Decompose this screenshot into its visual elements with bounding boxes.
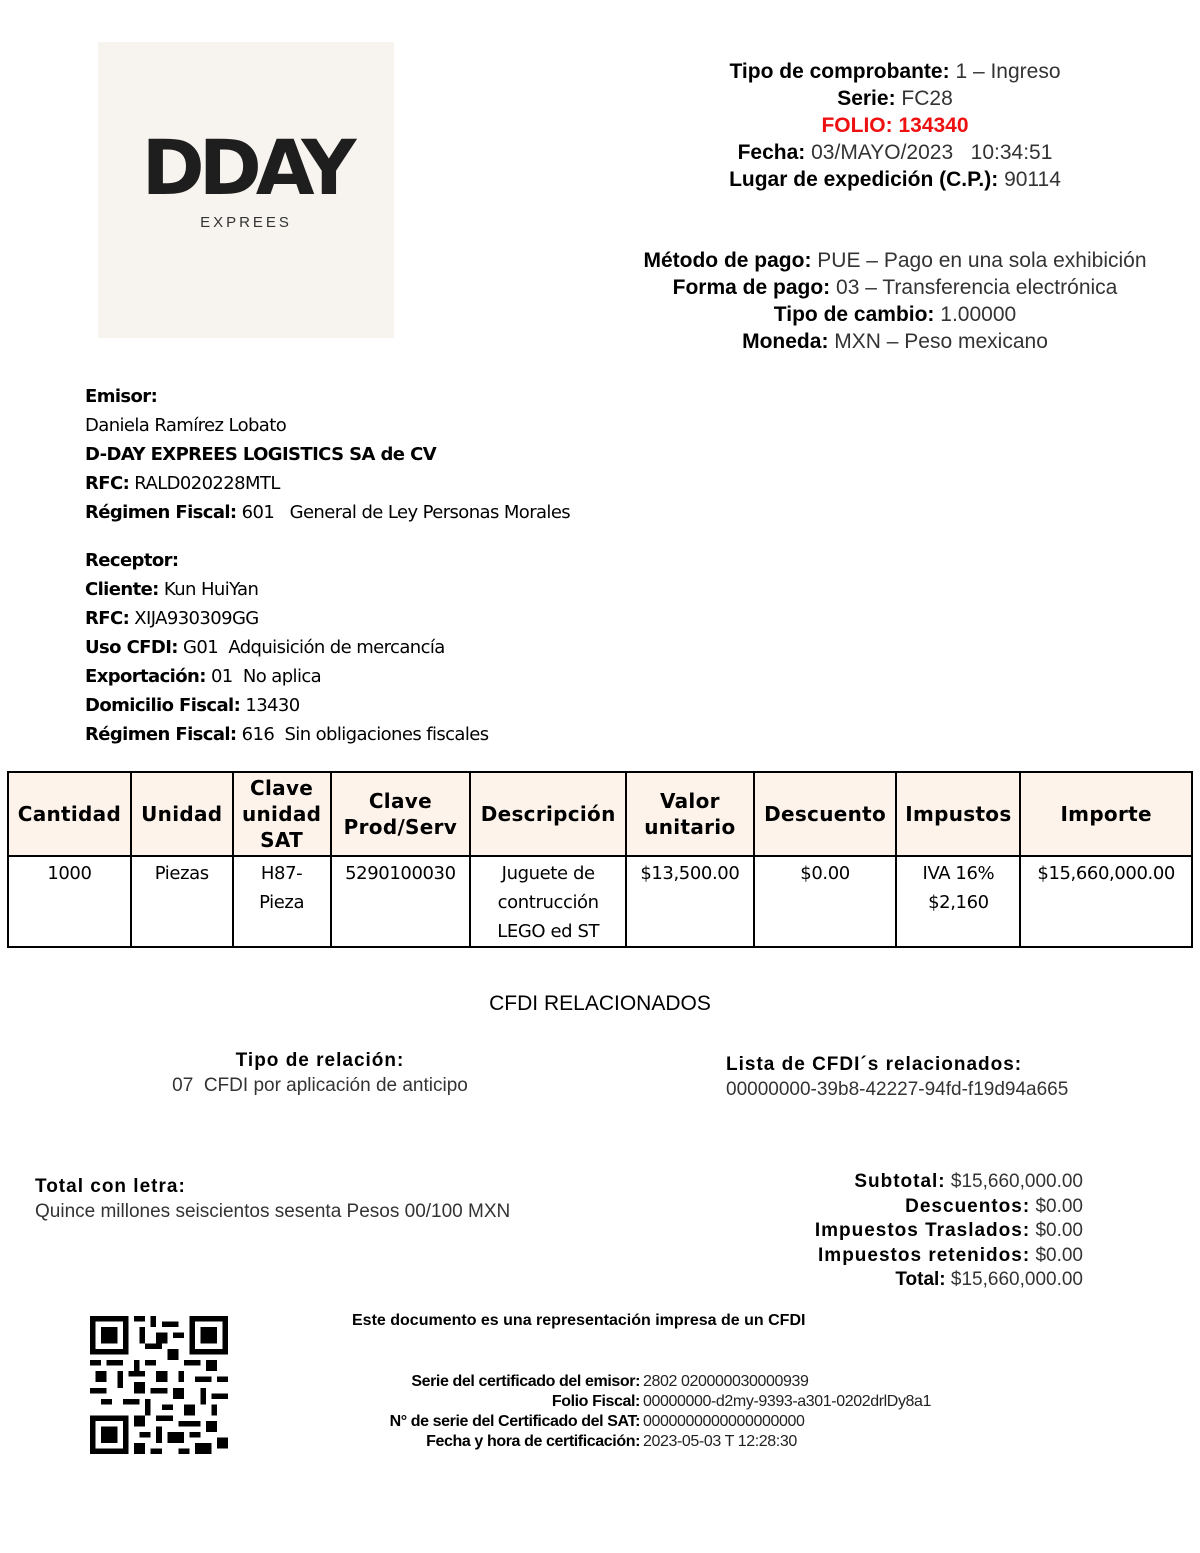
header-clave-prod: Clave Prod/Serv <box>331 772 471 856</box>
tipo-comprobante: Tipo de comprobante: 1 – Ingreso <box>729 60 1061 83</box>
receptor-rfc: RFC: XIJA930309GG <box>85 608 259 629</box>
receptor-section <box>85 546 489 749</box>
cell-unidad: Piezas <box>131 856 233 947</box>
cfdi-relacionados-title: CFDI RELACIONADOS <box>489 992 711 1015</box>
receptor-exportacion: Exportación: 01 No aplica <box>85 666 322 687</box>
lista-cfdi: Lista de CFDI´s relacionados: 00000000-39b8-42227-94fd-f19d94a665 <box>726 1054 1069 1100</box>
header-impuestos: Impustos <box>896 772 1020 856</box>
items-table <box>7 771 1193 948</box>
moneda: Moneda: MXN – Peso mexicano <box>742 330 1048 353</box>
total: Total: $15,660,000.00 <box>895 1269 1083 1290</box>
emisor-nombre: Daniela Ramírez Lobato <box>85 415 287 436</box>
tipo-relacion: Tipo de relación: 07 CFDI por aplicación de anticipo <box>172 1050 468 1096</box>
qr-code <box>90 1316 228 1454</box>
folio: FOLIO: 134340 <box>821 114 969 137</box>
logo-wordmark: DDAY <box>141 123 351 212</box>
forma-pago: Forma de pago: 03 – Transferencia electrónica <box>672 276 1118 299</box>
cell-descuento: $0.00 <box>754 856 897 947</box>
totals-summary <box>700 1170 1083 1293</box>
emisor-empresa: D-DAY EXPREES LOGISTICS SA de CV <box>85 444 437 465</box>
tipo-cambio: Tipo de cambio: 1.00000 <box>773 303 1017 326</box>
certification-info <box>300 1372 1000 1452</box>
company-logo <box>98 42 394 338</box>
payment-info <box>600 247 1190 355</box>
header-descripcion: Descripción <box>470 772 626 856</box>
impuestos-retenidos: Impuestos retenidos: $0.00 <box>818 1244 1083 1266</box>
cell-clave-unidad: H87- Pieza <box>233 856 331 947</box>
subtotal: Subtotal: $15,660,000.00 <box>854 1171 1083 1192</box>
emisor-section <box>85 382 570 527</box>
table-header-row <box>8 772 1192 856</box>
header-valor-unitario: Valor unitario <box>626 772 754 856</box>
emisor-regimen: Régimen Fiscal: 601 General de Ley Personas Morales <box>85 502 571 523</box>
cell-clave-prod: 5290100030 <box>331 856 471 947</box>
cell-importe: $15,660,000.00 <box>1020 856 1192 947</box>
header-clave-unidad: Clave unidad SAT <box>233 772 331 856</box>
cell-impuestos: IVA 16% $2,160 <box>896 856 1020 947</box>
header-cantidad: Cantidad <box>8 772 131 856</box>
receptor-regimen: Régimen Fiscal: 616 Sin obligaciones fiscales <box>85 724 489 745</box>
total-con-letra: Total con letra: Quince millones seiscientos sesenta Pesos 00/100 MXN <box>35 1176 511 1222</box>
invoice-header <box>600 58 1190 193</box>
serie-certificado-sat: N° de serie del Certificado del SAT: 0000000000000000000 <box>389 1413 805 1430</box>
descuentos: Descuentos: $0.00 <box>905 1195 1083 1217</box>
fecha-certificacion: Fecha y hora de certificación: 2023-05-03 T 12:28:30 <box>426 1433 797 1450</box>
logo-subtitle: EXPREES <box>200 214 292 231</box>
representacion-impresa: Este documento es una representación impresa de un CFDI <box>352 1312 806 1329</box>
serie-certificado: Serie del certificado del emisor: 2802 020000030000939 <box>411 1373 809 1390</box>
receptor-cliente: Cliente: Kun HuiYan <box>85 579 259 600</box>
receptor-uso-cfdi: Uso CFDI: G01 Adquisición de mercancía <box>85 637 445 658</box>
emisor-rfc: RFC: RALD020228MTL <box>85 473 280 494</box>
folio-fiscal: Folio Fiscal: 00000000-d2my-9393-a301-0202drlDy8a1 <box>551 1393 932 1410</box>
header-importe: Importe <box>1020 772 1192 856</box>
metodo-pago: Método de pago: PUE – Pago en una sola exhibición <box>643 249 1147 272</box>
table-row <box>8 856 1192 947</box>
emisor-title: Emisor: <box>85 386 158 407</box>
receptor-title: Receptor: <box>85 550 179 571</box>
header-descuento: Descuento <box>754 772 897 856</box>
impuestos-trasladados: Impuestos Traslados: $0.00 <box>814 1220 1083 1241</box>
cell-cantidad: 1000 <box>8 856 131 947</box>
receptor-domicilio: Domicilio Fiscal: 13430 <box>85 695 300 716</box>
cell-valor-unitario: $13,500.00 <box>626 856 754 947</box>
fecha: Fecha: 03/MAYO/2023 10:34:51 <box>737 141 1053 164</box>
serie: Serie: FC28 <box>837 87 953 110</box>
header-unidad: Unidad <box>131 772 233 856</box>
lugar-expedicion: Lugar de expedición (C.P.): 90114 <box>729 168 1061 191</box>
cell-descripcion: Juguete de contrucción LEGO ed ST <box>470 856 626 947</box>
